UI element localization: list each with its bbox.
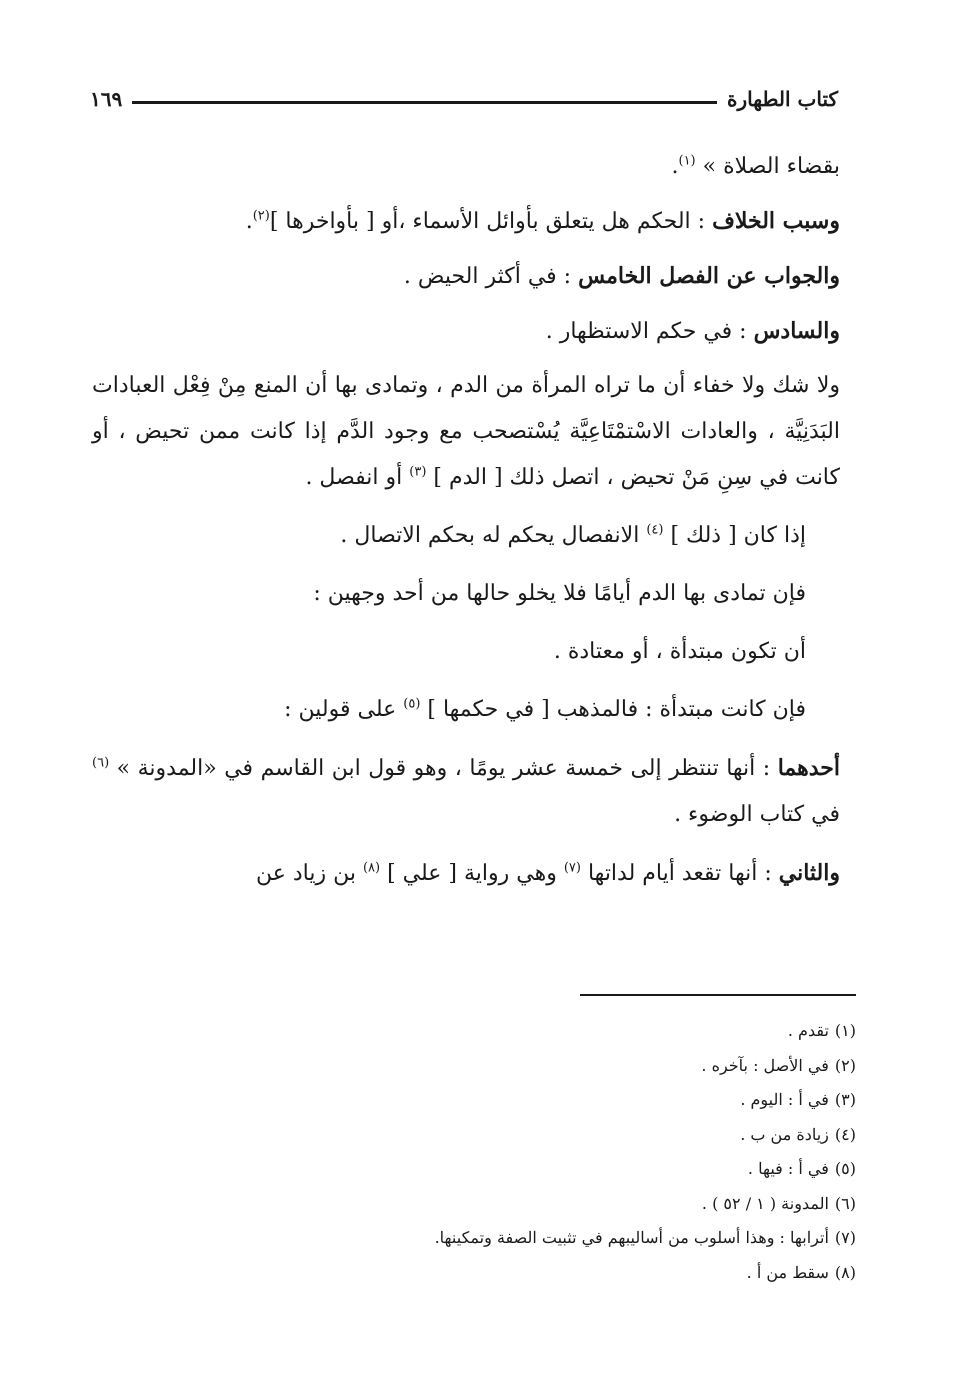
footnote-text: تقدم .	[787, 1021, 829, 1040]
paragraph-3	[92, 253, 840, 300]
footnote-ref-1: (١)	[678, 153, 696, 169]
paragraph-9-text: فإن كانت مبتدأة : فالمذهب [ في حكمها ]	[427, 697, 806, 722]
footnote-number: (٥)	[834, 1159, 856, 1178]
footnote-text: في الأصل : بآخره .	[701, 1055, 829, 1075]
footnote-ref-6: (٦)	[92, 755, 110, 771]
footnote-number: (١)	[834, 1021, 856, 1040]
paragraph-4	[92, 308, 840, 355]
footnote-item	[160, 1256, 856, 1291]
paragraph-10	[92, 745, 840, 838]
page-number: ١٦٩	[90, 87, 123, 111]
footnote-number: (٦)	[834, 1193, 856, 1213]
footnote-ref-8: (٨)	[362, 860, 381, 876]
paragraph-11-text: : أنها تقعد أيام لداتها	[587, 861, 772, 886]
paragraph-2	[92, 198, 840, 245]
paragraph-3-heading: والجواب عن الفصل الخامس	[578, 263, 840, 289]
paragraph-11	[92, 850, 840, 897]
footnote-item	[160, 1118, 856, 1153]
paragraph-2-heading: وسبب الخلاف	[712, 208, 840, 234]
footnote-ref-5: (٥)	[403, 696, 421, 712]
footnote-item	[160, 1221, 856, 1256]
footnote-text: سقط من أ .	[746, 1262, 829, 1282]
footnote-text: في أ : اليوم .	[740, 1090, 829, 1109]
footnote-number: (٢)	[834, 1055, 856, 1075]
paragraph-8	[92, 629, 840, 675]
paragraph-8-text: أن تكون مبتدأة ، أو معتادة .	[553, 639, 806, 664]
footnote-text: في أ : فيها .	[747, 1159, 829, 1178]
paragraph-2-text: : الحكم هل يتعلق بأوائل الأسماء ،أو [ بأواخرها ]	[269, 209, 706, 234]
footnote-number: (٣)	[834, 1090, 856, 1109]
paragraph-3-text: : في أكثر الحيض .	[403, 264, 572, 289]
footnote-item	[160, 1049, 856, 1084]
paragraph-1-text: بقضاء الصلاة »	[702, 154, 840, 179]
paragraph-1-end: .	[671, 154, 679, 179]
paragraph-5-text: ولا شك ولا خفاء أن ما تراه المرأة من الدم ، وتمادى بها أن المنع مِنْ فِعْل العبادات البَدَنِيَّة ، والعادات الاسْتمْتَاعِيَّة يُسْتصحب مع وجود الدَّم إذا كانت ممن تحيض ، أو كانت في سِنِ مَنْ تحيض ، اتصل ذلك [ الدم ]	[92, 373, 840, 490]
header-rule	[132, 101, 717, 104]
footnote-text: المدونة ( ١ / ٥٢ ) .	[701, 1193, 829, 1213]
footnote-separator	[580, 994, 856, 996]
paragraph-2-end: .	[245, 209, 253, 234]
paragraph-10-heading: أحدهما	[777, 755, 841, 781]
paragraph-9-end: على قولين :	[284, 697, 397, 722]
footnote-text: زيادة من ب .	[740, 1124, 829, 1144]
footnote-number: (٧)	[834, 1228, 856, 1247]
paragraph-1	[92, 144, 840, 190]
footnote-text: أترابها : وهذا أسلوب من أساليبهم في تثبيت الصفة وتمكينها.	[434, 1228, 829, 1247]
footnote-item	[160, 1187, 856, 1222]
paragraph-10-end: في كتاب الوضوء .	[674, 802, 840, 827]
footnote-ref-7: (٧)	[563, 860, 581, 876]
paragraph-11-mid: وهي رواية [ علي ]	[387, 861, 557, 886]
paragraph-4-heading: والسادس	[753, 318, 840, 344]
paragraph-6-text: إذا كان [ ذلك ]	[670, 523, 806, 548]
chapter-title: كتاب الطهارة	[727, 87, 838, 111]
running-header	[90, 82, 838, 116]
paragraph-7-text: فإن تمادى بها الدم أيامًا فلا يخلو حالها من أحد وجهين :	[313, 581, 806, 606]
footnote-item	[160, 1014, 856, 1049]
footnote-number: (٨)	[834, 1262, 856, 1282]
paragraph-6	[92, 513, 840, 559]
footnote-ref-3: (٣)	[409, 464, 427, 480]
footnotes	[160, 1014, 856, 1290]
footnote-number: (٤)	[834, 1124, 856, 1144]
main-text	[92, 144, 840, 909]
paragraph-11-heading: والثاني	[778, 860, 840, 886]
footnote-ref-4: (٤)	[646, 522, 664, 538]
paragraph-4-text: : في حكم الاستظهار .	[545, 319, 747, 344]
paragraph-5	[92, 363, 840, 501]
footnote-item	[160, 1083, 856, 1118]
paragraph-6-end: الانفصال يحكم له بحكم الاتصال .	[340, 523, 640, 548]
paragraph-7	[92, 571, 840, 617]
footnote-item	[160, 1152, 856, 1187]
paragraph-5-end: أو انفصل .	[305, 465, 403, 490]
footnote-ref-2: (٢)	[252, 208, 270, 224]
paragraph-11-end: بن زياد عن	[255, 861, 356, 886]
paragraph-9	[92, 687, 840, 733]
paragraph-10-text: : أنها تنتظر إلى خمسة عشر يومًا ، وهو قول ابن القاسم في «المدونة »	[116, 756, 771, 781]
